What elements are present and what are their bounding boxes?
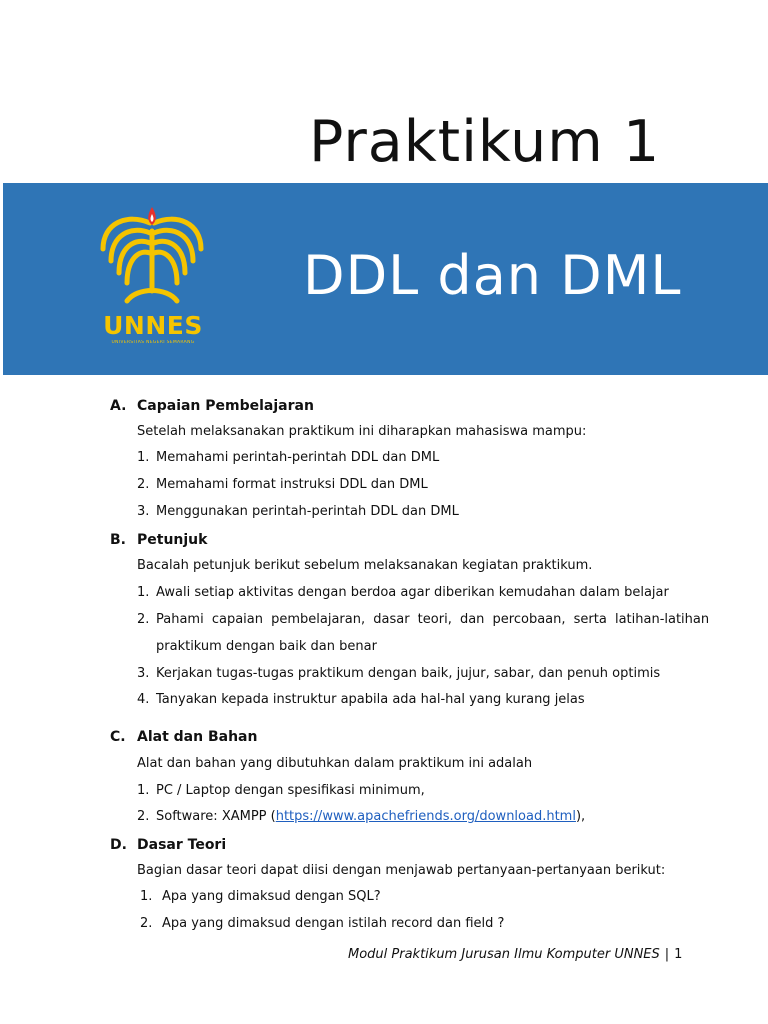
document-subtitle: DDL dan DML	[303, 244, 682, 307]
list-item: Awali setiap aktivitas dengan berdoa agar diberikan kemudahan dalam belajar	[156, 585, 669, 600]
list-item: PC / Laptop dengan spesifikasi minimum,	[156, 783, 425, 798]
list-number: 1.	[137, 450, 150, 465]
list-item: Menggunakan perintah-perintah DDL dan DML	[156, 504, 459, 519]
section-intro: Bagian dasar teori dapat diisi dengan menjawab pertanyaan-pertanyaan berikut:	[137, 863, 666, 878]
list-number: 3.	[137, 504, 150, 519]
list-number: 2.	[137, 477, 150, 492]
list-number: 2.	[137, 809, 150, 824]
section-heading: Alat dan Bahan	[137, 729, 258, 745]
logo-text: UNNES	[103, 311, 203, 340]
section-intro: Setelah melaksanakan praktikum ini diharapkan mahasiswa mampu:	[137, 424, 587, 439]
list-number: 1.	[137, 585, 150, 600]
section-heading: Capaian Pembelajaran	[137, 398, 314, 414]
unnes-logo-icon	[97, 205, 207, 325]
section-letter: B.	[110, 532, 126, 548]
list-item: Memahami format instruksi DDL dan DML	[156, 477, 428, 492]
list-item-continuation: praktikum dengan baik dan benar	[156, 639, 377, 654]
section-heading: Dasar Teori	[137, 837, 227, 853]
document-title: Praktikum 1	[309, 109, 661, 175]
list-item: Apa yang dimaksud dengan SQL?	[162, 889, 381, 904]
list-item	[156, 808, 585, 826]
section-intro: Alat dan bahan yang dibutuhkan dalam praktikum ini adalah	[137, 756, 533, 771]
list-number: 2.	[140, 916, 153, 931]
list-number: 4.	[137, 692, 150, 707]
software-label: Software: XAMPP (	[156, 809, 276, 824]
section-letter: C.	[110, 729, 126, 745]
list-item: Kerjakan tugas-tugas praktikum dengan baik, jujur, sabar, dan penuh optimis	[156, 666, 661, 681]
list-number: 3.	[137, 666, 150, 681]
list-item: Memahami perintah-perintah DDL dan DML	[156, 450, 440, 465]
list-number: 1.	[140, 889, 153, 904]
section-heading: Petunjuk	[137, 532, 208, 548]
title-banner	[3, 183, 768, 375]
page-footer	[348, 946, 682, 964]
xampp-download-link[interactable]: https://www.apachefriends.org/download.html	[275, 809, 576, 824]
list-number: 1.	[137, 783, 150, 798]
section-letter: D.	[110, 837, 127, 853]
list-number: 2.	[137, 612, 150, 627]
list-item: Tanyakan kepada instruktur apabila ada hal-hal yang kurang jelas	[156, 692, 585, 707]
page-number: 1	[674, 947, 683, 962]
logo-subtext: UNIVERSITAS NEGERI SEMARANG	[111, 340, 195, 345]
list-item: Apa yang dimaksud dengan istilah record dan field ?	[162, 916, 505, 931]
footer-text: Modul Praktikum Jurusan Ilmu Komputer UNNES	[348, 947, 660, 962]
footer-separator: |	[664, 947, 670, 962]
section-intro: Bacalah petunjuk berikut sebelum melaksanakan kegiatan praktikum.	[137, 558, 593, 573]
software-suffix: ),	[575, 809, 586, 824]
list-item: Pahami capaian pembelajaran, dasar teori, dan percobaan, serta latihan-latihan	[156, 612, 710, 627]
section-letter: A.	[110, 398, 127, 414]
